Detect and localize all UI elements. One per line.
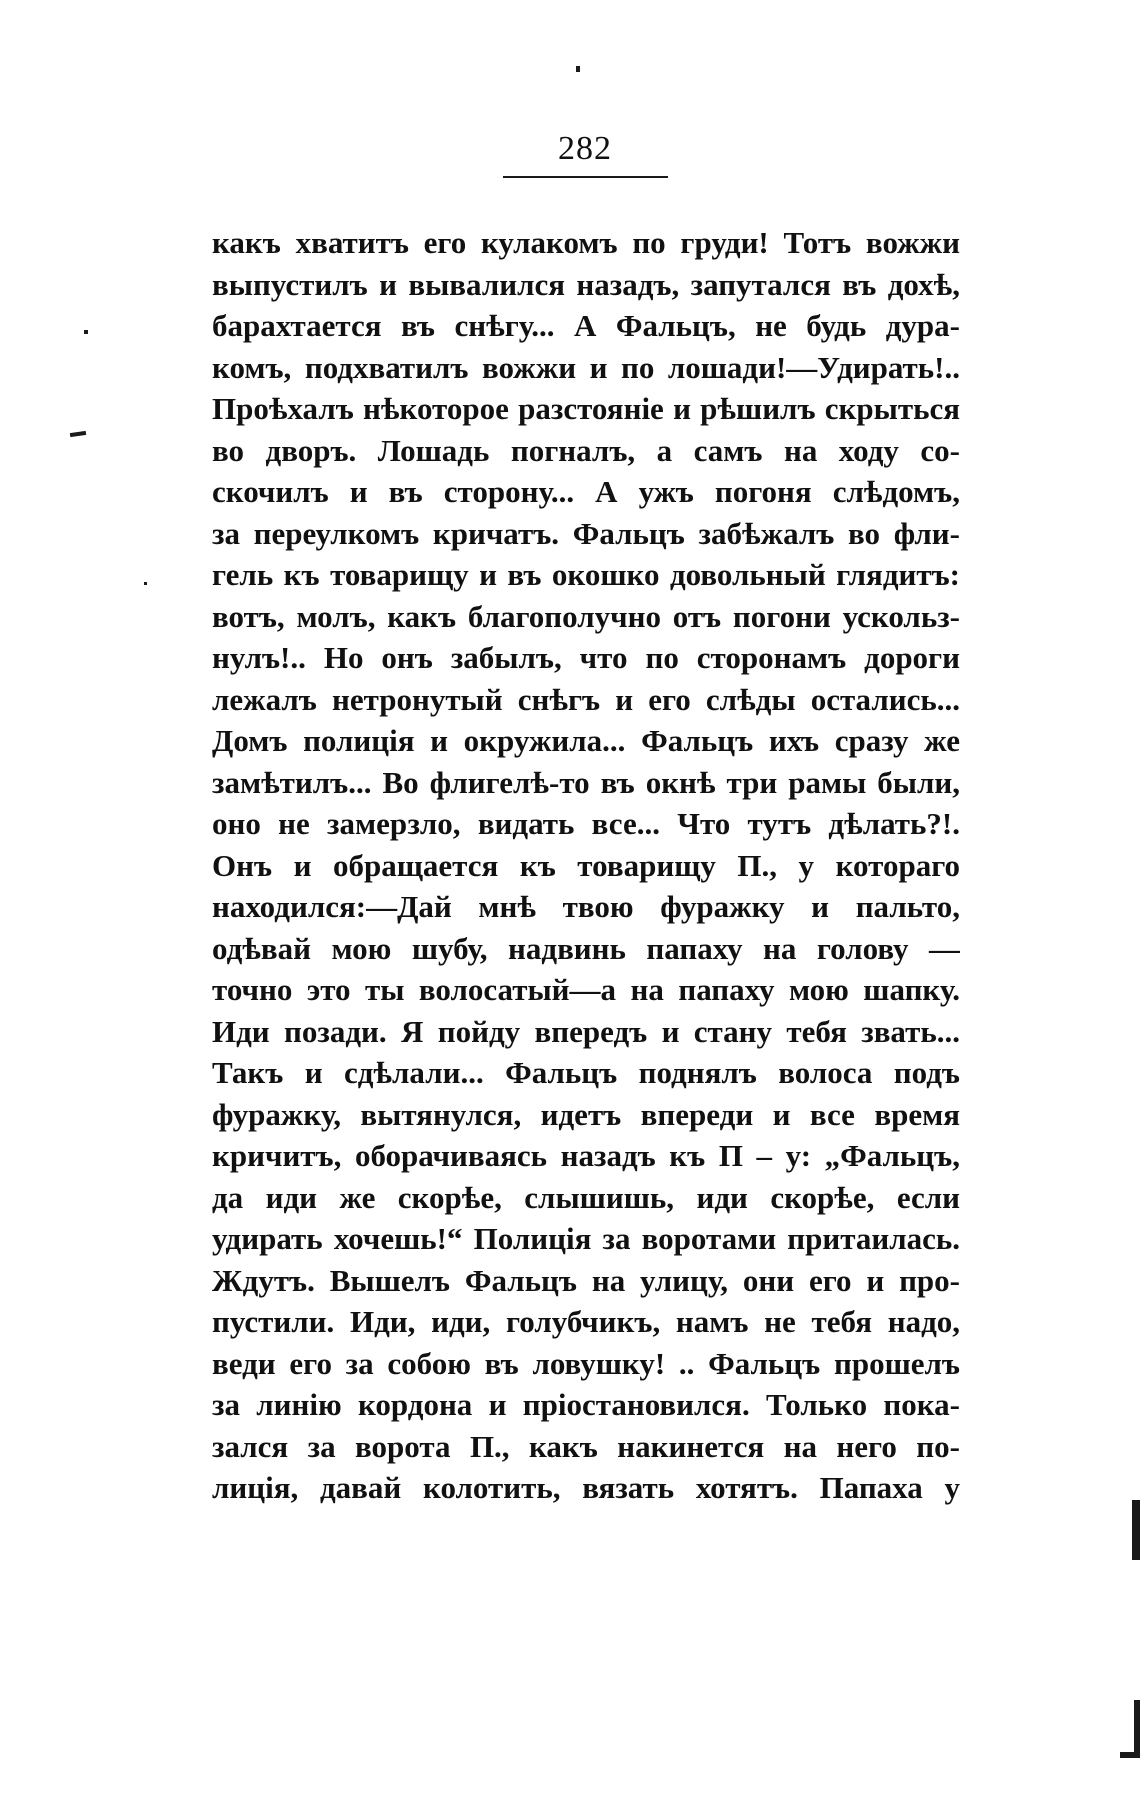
text-line: барахтается въ снѣгу... А Фальцъ, не будь дура-	[212, 308, 960, 343]
text-line: Ждутъ. Вышелъ Фальцъ на улицу, они его и про-	[212, 1262, 960, 1298]
text-line: скочилъ и въ сторону... А ужъ погоня слѣдомъ,	[212, 474, 960, 509]
text-line: оно не замерзло, видать все... Что тутъ дѣлать?!.	[212, 806, 960, 841]
text-line: Проѣхалъ нѣкоторое разстояніе и рѣшилъ скрыться	[212, 391, 960, 426]
page-number: 282	[558, 130, 612, 167]
scan-speck	[70, 431, 86, 437]
text-line: одѣвай мою шубу, надвинь папаху на голову —	[212, 930, 960, 966]
body-text	[212, 222, 960, 1509]
text-line: зался за ворота П., какъ накинется на него по-	[212, 1428, 960, 1464]
scan-speck	[84, 330, 88, 334]
text-line: гель къ товарищу и въ окошко довольный глядитъ:	[212, 557, 960, 592]
text-line: Иди позади. Я пойду впередъ и стану тебя звать...	[212, 1013, 960, 1049]
text-line: фуражку, вытянулся, идетъ впереди и все время	[212, 1096, 960, 1132]
scan-speck	[1134, 1700, 1140, 1758]
text-line: комъ, подхватилъ вожжи и по лошади!—Удирать!..	[212, 349, 960, 385]
text-line: кричитъ, оборачиваясь назадъ къ П – у: „Фальцъ,	[212, 1138, 960, 1173]
header-rule	[503, 176, 668, 178]
scan-speck	[144, 582, 147, 585]
text-line: пустили. Иди, иди, голубчикъ, намъ не тебя надо,	[212, 1304, 960, 1339]
text-line: Домъ полиція и окружила... Фальцъ ихъ сразу же	[212, 723, 960, 758]
text-line: удирать хочешь!“ Полиція за воротами притаилась.	[212, 1221, 960, 1256]
text-line: веди его за собою въ ловушку! .. Фальцъ прошелъ	[212, 1345, 960, 1381]
text-line: да иди же скорѣе, слышишь, иди скорѣе, если	[212, 1179, 960, 1215]
text-line: Онъ и обращается къ товарищу П., у котораго	[212, 847, 960, 883]
text-line: выпустилъ и вывалился назадъ, запутался въ дохѣ,	[212, 266, 960, 302]
text-line: лиція, давай колотить, вязать хотятъ. Папаха у	[212, 1470, 960, 1505]
scan-speck	[1132, 1500, 1140, 1560]
text-line: вотъ, молъ, какъ благополучно отъ погони ускольз-	[212, 598, 960, 634]
scan-speck	[576, 66, 580, 72]
text-line: замѣтилъ... Во флигелѣ-то въ окнѣ три рамы были,	[212, 764, 960, 800]
text-line: находился:—Дай мнѣ твою фуражку и пальто,	[212, 889, 960, 924]
text-line: какъ хватитъ его кулакомъ по груди! Тотъ вожжи	[212, 225, 960, 260]
text-line: за линію кордона и пріостановился. Только пока-	[212, 1387, 960, 1422]
text-line: за переулкомъ кричатъ. Фальцъ забѣжалъ во фли-	[212, 515, 960, 551]
text-line: точно это ты волосатый—а на папаху мою шапку.	[212, 972, 960, 1007]
text-line: Такъ и сдѣлали... Фальцъ поднялъ волоса подъ	[212, 1055, 960, 1090]
text-line: лежалъ нетронутый снѣгъ и его слѣды остались...	[212, 681, 960, 717]
text-line: во дворъ. Лошадь погналъ, а самъ на ходу со-	[212, 432, 960, 468]
text-line: нулъ!.. Но онъ забылъ, что по сторонамъ дороги	[212, 640, 960, 675]
